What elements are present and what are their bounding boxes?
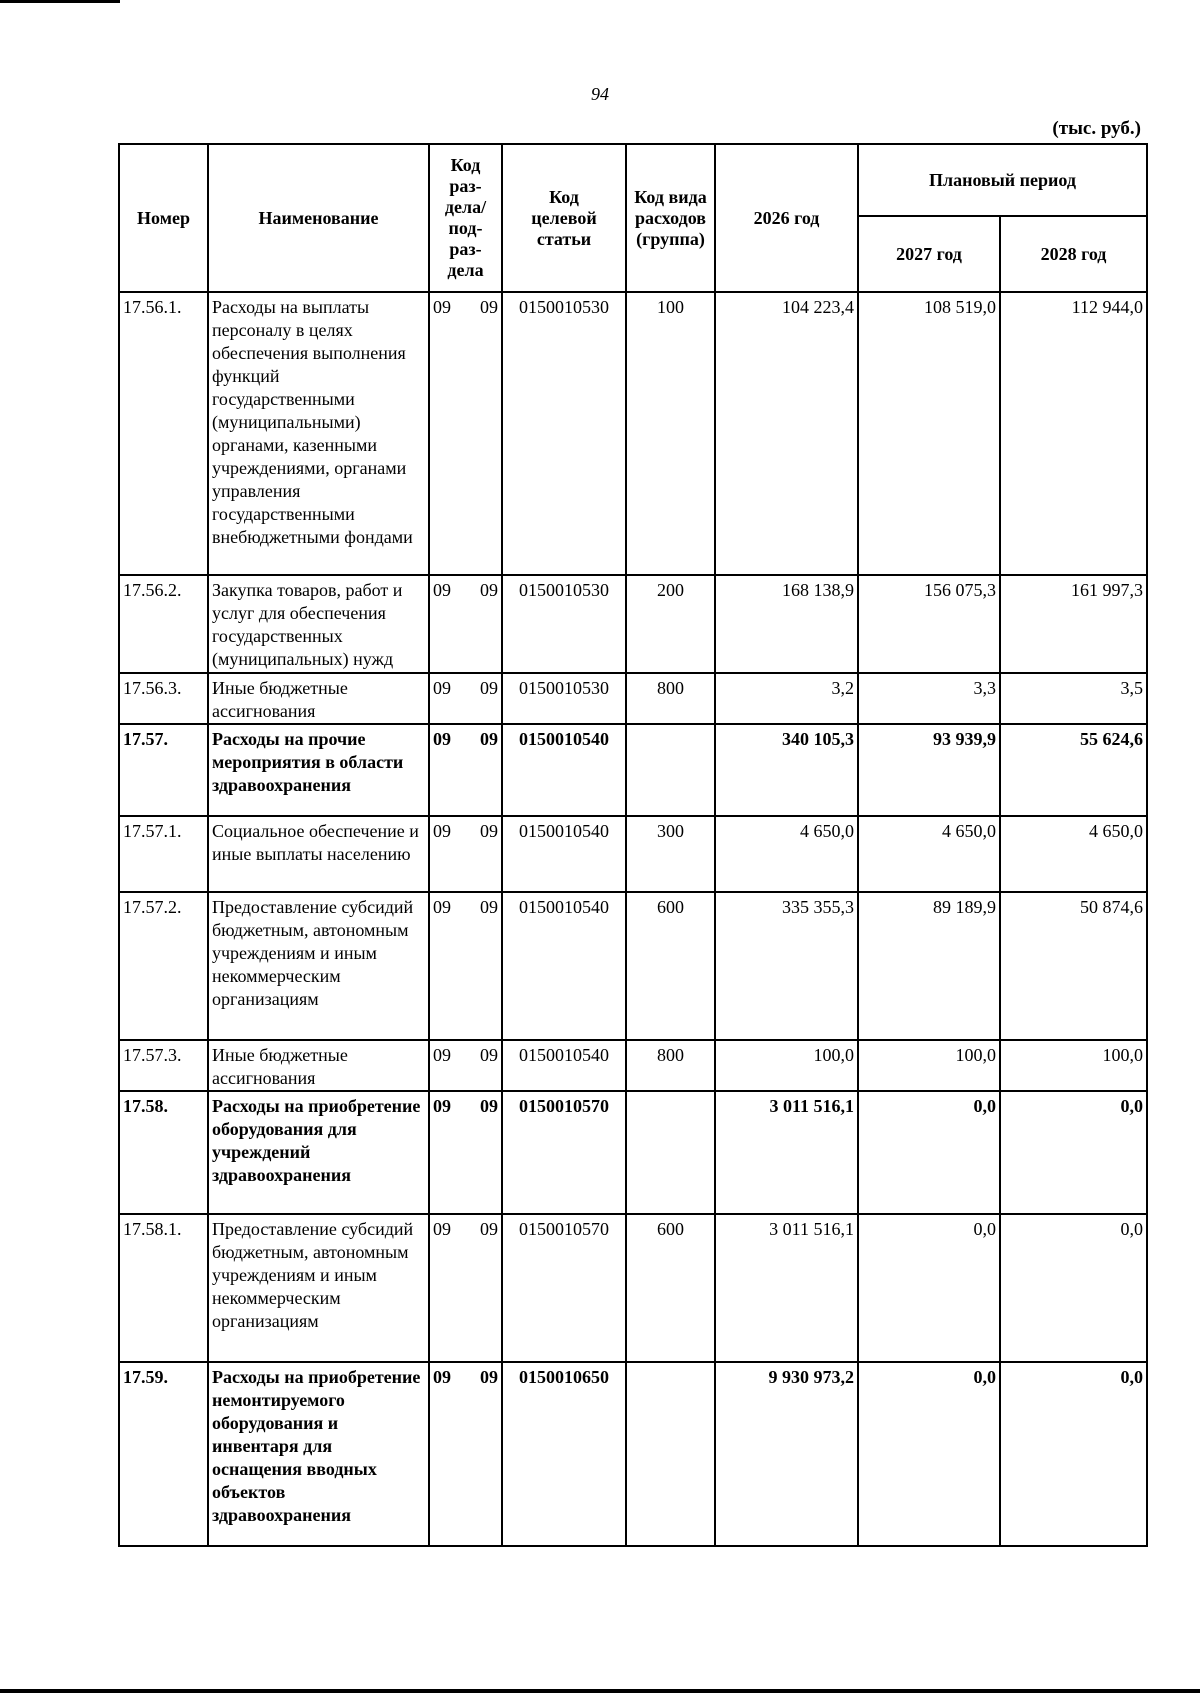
- row-section-code: [429, 816, 502, 892]
- row-subsection: 09: [480, 580, 498, 600]
- row-amount-2027: 100,0: [858, 1040, 1000, 1091]
- row-subsection: 09: [480, 1219, 498, 1239]
- table-row: [119, 1214, 1147, 1362]
- header-section-line-6: дела: [447, 260, 484, 280]
- row-subsection: 09: [480, 729, 498, 749]
- table-row: [119, 1362, 1147, 1546]
- row-target-code: 0150010530: [502, 673, 626, 724]
- row-amount-2028: 0,0: [1000, 1362, 1147, 1546]
- row-name: Расходы на выплаты персоналу в целях обеспечения выполнения функций государственными (муниципальными) органами, казенными учреждениями, органами управления государственными внебюджетными фондами: [208, 292, 429, 575]
- header-planned-period: Плановый период: [858, 144, 1147, 216]
- scan-edge-top: [0, 0, 120, 3]
- budget-table: [118, 143, 1148, 1547]
- row-name: Расходы на приобретение оборудования для учреждений здравоохранения: [208, 1091, 429, 1214]
- row-section: 09: [433, 678, 451, 698]
- row-section-code: [429, 1091, 502, 1214]
- header-type-line-2: расходов: [635, 207, 706, 228]
- row-expense-type: 800: [626, 673, 715, 724]
- row-amount-2027: 89 189,9: [858, 892, 1000, 1040]
- row-amount-2027: 93 939,9: [858, 724, 1000, 816]
- header-section-line-1: Код: [450, 155, 481, 175]
- row-amount-2028: 112 944,0: [1000, 292, 1147, 575]
- row-amount-2028: 0,0: [1000, 1091, 1147, 1214]
- header-target-line-3: статьи: [536, 228, 592, 249]
- header-section-code: [429, 144, 502, 292]
- header-target-code: [502, 144, 626, 292]
- row-amount-2026: 335 355,3: [715, 892, 858, 1040]
- row-amount-2027: 0,0: [858, 1362, 1000, 1546]
- row-subsection: 09: [480, 897, 498, 917]
- table-row: [119, 292, 1147, 575]
- table-body: [119, 292, 1147, 1546]
- row-number: 17.58.1.: [119, 1214, 208, 1362]
- row-amount-2026: 3,2: [715, 673, 858, 724]
- table-row: [119, 575, 1147, 673]
- row-expense-type: 200: [626, 575, 715, 673]
- header-type-line-3: (группа): [636, 228, 705, 249]
- row-target-code: 0150010530: [502, 292, 626, 575]
- header-section-line-4: под-: [448, 218, 483, 238]
- row-number: 17.57.: [119, 724, 208, 816]
- row-expense-type: 600: [626, 892, 715, 1040]
- row-subsection: 09: [480, 1045, 498, 1065]
- table-row: [119, 1091, 1147, 1214]
- header-name: Наименование: [208, 144, 429, 292]
- row-name: Предоставление субсидий бюджетным, автономным учреждениям и иным некоммерческим организациям: [208, 892, 429, 1040]
- row-subsection: 09: [480, 821, 498, 841]
- row-amount-2027: 156 075,3: [858, 575, 1000, 673]
- row-amount-2028: 50 874,6: [1000, 892, 1147, 1040]
- row-target-code: 0150010540: [502, 724, 626, 816]
- row-amount-2027: 0,0: [858, 1214, 1000, 1362]
- row-section-code: [429, 724, 502, 816]
- row-number: 17.59.: [119, 1362, 208, 1546]
- row-amount-2026: 104 223,4: [715, 292, 858, 575]
- row-section: 09: [433, 1045, 451, 1065]
- row-number: 17.57.3.: [119, 1040, 208, 1091]
- header-type-line-1: Код вида: [634, 186, 707, 207]
- row-section-code: [429, 1362, 502, 1546]
- row-number: 17.58.: [119, 1091, 208, 1214]
- row-expense-type: 100: [626, 292, 715, 575]
- row-amount-2028: 55 624,6: [1000, 724, 1147, 816]
- row-amount-2027: 3,3: [858, 673, 1000, 724]
- row-amount-2026: 340 105,3: [715, 724, 858, 816]
- row-amount-2028: 100,0: [1000, 1040, 1147, 1091]
- row-expense-type: 600: [626, 1214, 715, 1362]
- row-section-code: [429, 673, 502, 724]
- row-amount-2026: 9 930 973,2: [715, 1362, 858, 1546]
- row-expense-type: [626, 1362, 715, 1546]
- row-subsection: 09: [480, 1367, 498, 1387]
- row-name: Закупка товаров, работ и услуг для обеспечения государственных (муниципальных) нужд: [208, 575, 429, 673]
- header-target-line-2: целевой: [531, 207, 597, 228]
- table-header: [119, 144, 1147, 292]
- row-amount-2028: 3,5: [1000, 673, 1147, 724]
- row-expense-type: 300: [626, 816, 715, 892]
- header-section-line-3: дела/: [444, 197, 487, 217]
- header-section-line-5: раз-: [449, 239, 482, 259]
- row-amount-2027: 4 650,0: [858, 816, 1000, 892]
- row-expense-type: [626, 1091, 715, 1214]
- scan-edge-bottom: [0, 1689, 1200, 1693]
- row-section-code: [429, 892, 502, 1040]
- header-year-2028: 2028 год: [1000, 216, 1147, 292]
- row-subsection: 09: [480, 297, 498, 317]
- row-section-code: [429, 292, 502, 575]
- row-number: 17.57.2.: [119, 892, 208, 1040]
- row-expense-type: 800: [626, 1040, 715, 1091]
- header-section-line-2: раз-: [449, 176, 482, 196]
- row-target-code: 0150010540: [502, 1040, 626, 1091]
- header-target-line-1: Код: [549, 186, 579, 207]
- row-name: Предоставление субсидий бюджетным, автономным учреждениям и иным некоммерческим организациям: [208, 1214, 429, 1362]
- table-row: [119, 816, 1147, 892]
- row-target-code: 0150010650: [502, 1362, 626, 1546]
- row-target-code: 0150010540: [502, 892, 626, 1040]
- row-number: 17.56.2.: [119, 575, 208, 673]
- row-section: 09: [433, 1096, 451, 1116]
- header-row-1: [119, 144, 1147, 216]
- row-subsection: 09: [480, 1096, 498, 1116]
- row-name: Расходы на прочие мероприятия в области здравоохранения: [208, 724, 429, 816]
- row-section-code: [429, 1214, 502, 1362]
- row-section: 09: [433, 821, 451, 841]
- row-subsection: 09: [480, 678, 498, 698]
- row-target-code: 0150010540: [502, 816, 626, 892]
- row-amount-2028: 4 650,0: [1000, 816, 1147, 892]
- row-amount-2026: 4 650,0: [715, 816, 858, 892]
- row-amount-2026: 3 011 516,1: [715, 1091, 858, 1214]
- header-year-2027: 2027 год: [858, 216, 1000, 292]
- row-target-code: 0150010570: [502, 1214, 626, 1362]
- row-section: 09: [433, 897, 451, 917]
- row-section: 09: [433, 1219, 451, 1239]
- table-row: [119, 1040, 1147, 1091]
- row-amount-2028: 161 997,3: [1000, 575, 1147, 673]
- row-number: 17.56.3.: [119, 673, 208, 724]
- row-amount-2026: 100,0: [715, 1040, 858, 1091]
- header-expense-type: [626, 144, 715, 292]
- row-name: Расходы на приобретение немонтируемого оборудования и инвентаря для оснащения вводных объектов здравоохранения: [208, 1362, 429, 1546]
- row-section-code: [429, 575, 502, 673]
- row-section: 09: [433, 580, 451, 600]
- row-target-code: 0150010570: [502, 1091, 626, 1214]
- row-number: 17.56.1.: [119, 292, 208, 575]
- row-section: 09: [433, 1367, 451, 1387]
- row-amount-2027: 108 519,0: [858, 292, 1000, 575]
- row-section-code: [429, 1040, 502, 1091]
- row-amount-2026: 168 138,9: [715, 575, 858, 673]
- page-number: 94: [591, 84, 609, 104]
- row-name: Иные бюджетные ассигнования: [208, 673, 429, 724]
- row-section: 09: [433, 729, 451, 749]
- table-row: [119, 724, 1147, 816]
- row-target-code: 0150010530: [502, 575, 626, 673]
- units-label: (тыс. руб.): [1052, 118, 1141, 139]
- row-name: Иные бюджетные ассигнования: [208, 1040, 429, 1091]
- row-amount-2026: 3 011 516,1: [715, 1214, 858, 1362]
- table-row: [119, 892, 1147, 1040]
- row-section: 09: [433, 297, 451, 317]
- row-amount-2028: 0,0: [1000, 1214, 1147, 1362]
- row-amount-2027: 0,0: [858, 1091, 1000, 1214]
- table-row: [119, 673, 1147, 724]
- row-name: Социальное обеспечение и иные выплаты населению: [208, 816, 429, 892]
- header-number: Номер: [119, 144, 208, 292]
- row-number: 17.57.1.: [119, 816, 208, 892]
- row-expense-type: [626, 724, 715, 816]
- header-year-2026: 2026 год: [715, 144, 858, 292]
